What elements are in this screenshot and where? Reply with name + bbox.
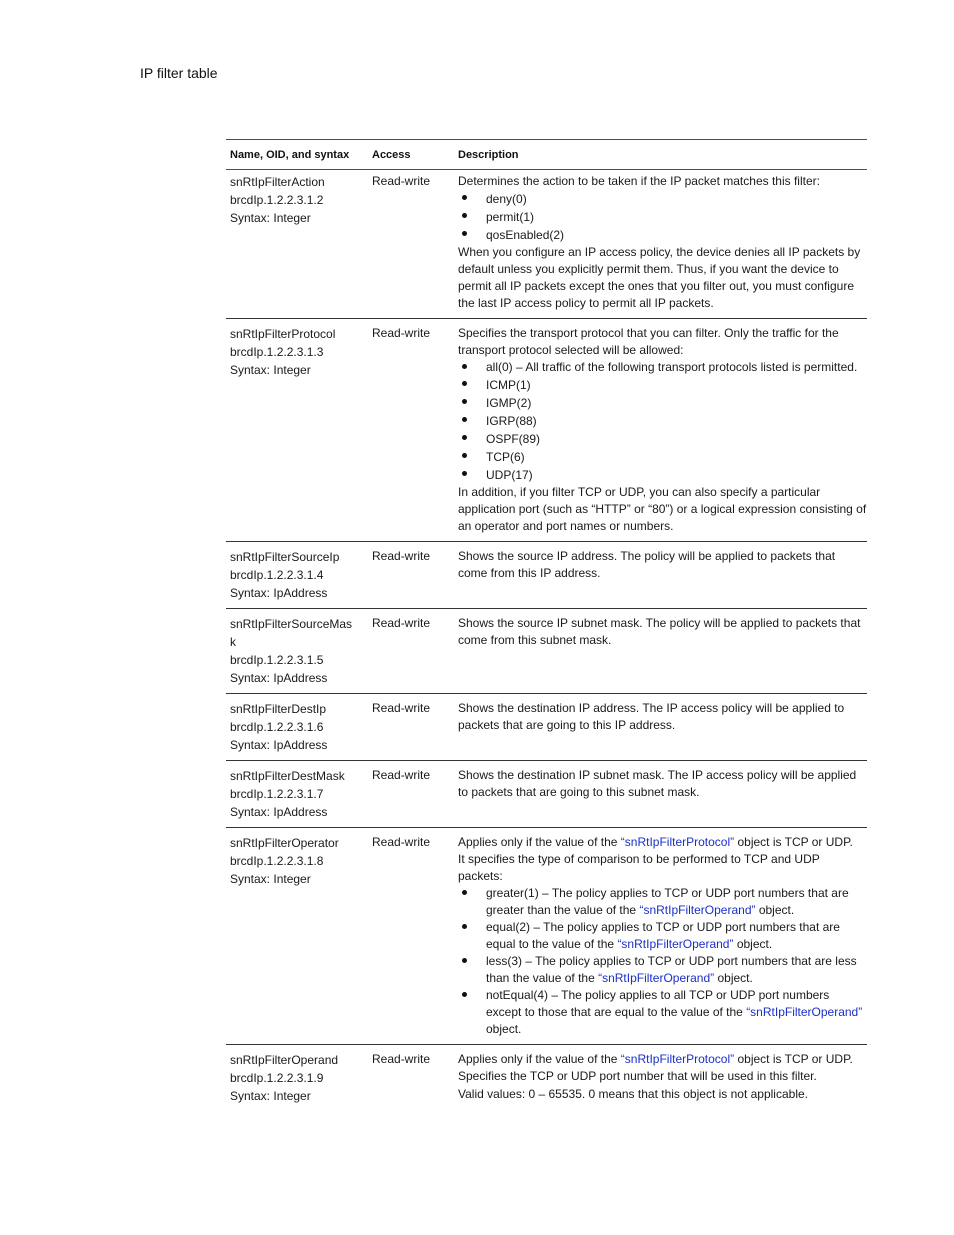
text-run: equal(2) – The policy applies to TCP or UDP port numbers that are equal to the value of the [486,920,840,951]
description-cell [458,546,867,608]
description-cell [458,765,867,827]
object-name: snRtIpFilterDestMask [230,769,345,783]
list-item: qosEnabled(2) [458,226,867,244]
object-name-wrap: k [230,635,236,649]
object-name: snRtIpFilterSourceMas [230,617,353,631]
description-text: Valid values: 0 – 65535. 0 means that this object is not applicable. [458,1087,808,1101]
description-cell [458,613,867,693]
object-name: snRtIpFilterProtocol [230,327,336,341]
table-row [226,541,867,608]
page-header: IP filter table [140,65,218,81]
list-item: UDP(17) [458,466,867,484]
list-item: deny(0) [458,190,867,208]
object-syntax: Syntax: IpAddress [230,671,328,685]
access-cell: Read-write [372,326,431,340]
access-cell: Read-write [372,701,431,715]
list-item: ICMP(1) [458,376,867,394]
object-link[interactable]: “snRtIpFilterOperand” [598,971,715,985]
object-syntax: Syntax: Integer [230,363,311,377]
table-row [226,318,867,541]
name-cell [226,832,372,1044]
text-run: object is TCP or UDP. [734,1052,853,1066]
description-text: Shows the destination IP address. The IP access policy will be applied to packets that are going to this IP address. [458,701,845,732]
object-name: snRtIpFilterDestIp [230,702,327,716]
object-oid: brcdIp.1.2.2.3.1.9 [230,1071,324,1085]
object-oid: brcdIp.1.2.2.3.1.4 [230,568,324,582]
access-cell: Read-write [372,835,431,849]
table-row [226,693,867,760]
object-syntax: Syntax: Integer [230,1089,311,1103]
object-name: snRtIpFilterAction [230,175,325,189]
header-description: Description [458,148,519,161]
list-item: OSPF(89) [458,430,867,448]
object-link[interactable]: “snRtIpFilterOperand” [639,903,756,917]
text-run: less(3) – The policy applies to TCP or UDP port numbers that are less than the value of the [486,954,857,985]
table-header-row [226,140,867,169]
object-oid: brcdIp.1.2.2.3.1.3 [230,345,324,359]
list-item [458,885,867,919]
description-text: Shows the source IP subnet mask. The policy will be applied to packets that come from this subnet mask. [458,616,861,647]
description-text: Shows the destination IP subnet mask. The IP access policy will be applied to packets that are going to this subnet mask. [458,768,857,799]
object-link[interactable]: “snRtIpFilterOperand” [617,937,734,951]
access-cell: Read-write [372,616,431,630]
object-oid: brcdIp.1.2.2.3.1.7 [230,787,324,801]
object-link[interactable]: “snRtIpFilterOperand” [746,1005,863,1019]
object-link[interactable]: “snRtIpFilterProtocol” [620,1052,735,1066]
object-syntax: Syntax: Integer [230,211,311,225]
description-cell [458,171,867,318]
description-text: It specifies the type of comparison to be performed to TCP and UDP packets: [458,852,820,883]
list-item [458,953,867,987]
description-text: Specifies the TCP or UDP port number that will be used in this filter. [458,1069,817,1083]
ip-filter-table [226,139,867,1111]
object-syntax: Syntax: IpAddress [230,586,328,600]
description-cell [458,1049,867,1111]
list-item: IGRP(88) [458,412,867,430]
object-oid: brcdIp.1.2.2.3.1.5 [230,653,324,667]
description-text: Specifies the transport protocol that you can filter. Only the traffic for the transport protocol selected will be allowed: [458,326,839,357]
description-text: When you configure an IP access policy, the device denies all IP packets by default unless you explicitly permit them. Thus, if you want the device to permit all IP packets except the ones that you filter out, you must configure the last IP access policy to permit all IP packets. [458,245,861,310]
object-syntax: Syntax: IpAddress [230,805,328,819]
list-item [458,987,867,1038]
text-run: object. [714,971,753,985]
table-row [226,827,867,1044]
bullet-list [458,359,867,484]
text-run: object. [733,937,773,951]
description-text: Determines the action to be taken if the IP packet matches this filter: [458,174,820,188]
name-cell [226,171,372,318]
bullet-list [458,190,867,244]
object-name: snRtIpFilterOperand [230,1053,339,1067]
object-oid: brcdIp.1.2.2.3.1.8 [230,854,324,868]
description-text [458,834,867,851]
object-link[interactable]: “snRtIpFilterProtocol” [620,835,735,849]
object-name: snRtIpFilterOperator [230,836,339,850]
description-cell [458,323,867,541]
list-item: all(0) – All traffic of the following transport protocols listed is permitted. [458,359,867,376]
text-run: Applies only if the value of the [458,835,621,849]
description-text: In addition, if you filter TCP or UDP, you can also specify a particular application port (such as “HTTP” or “80”) or a logical expression consisting of an operator and port names or numbers. [458,485,867,533]
object-oid: brcdIp.1.2.2.3.1.6 [230,720,324,734]
list-item: permit(1) [458,208,867,226]
description-cell [458,832,867,1044]
text-run: object. [486,1022,522,1036]
access-cell: Read-write [372,768,431,782]
access-cell: Read-write [372,549,431,563]
name-cell [226,1049,372,1111]
list-item: TCP(6) [458,448,867,466]
table-row [226,608,867,693]
object-oid: brcdIp.1.2.2.3.1.2 [230,193,324,207]
access-cell: Read-write [372,174,431,188]
name-cell [226,765,372,827]
description-text [458,1051,867,1068]
header-name: Name, OID, and syntax [230,148,350,161]
object-syntax: Syntax: IpAddress [230,738,328,752]
text-run: greater(1) – The policy applies to TCP or UDP port numbers that are greater than the value of the [486,886,849,917]
text-run: Applies only if the value of the [458,1052,621,1066]
name-cell [226,613,372,693]
list-item [458,919,867,953]
table-row [226,760,867,827]
name-cell [226,546,372,608]
access-cell: Read-write [372,1052,431,1066]
text-run: notEqual(4) – The policy applies to all TCP or UDP port numbers except to those that are equal to the value of the [486,988,830,1019]
name-cell [226,698,372,760]
description-text: Shows the source IP address. The policy will be applied to packets that come from this IP address. [458,549,836,580]
list-item: IGMP(2) [458,394,867,412]
table-row [226,170,867,318]
name-cell [226,323,372,541]
object-name: snRtIpFilterSourceIp [230,550,340,564]
description-cell [458,698,867,760]
table-row [226,1044,867,1111]
object-syntax: Syntax: Integer [230,872,311,886]
header-access: Access [372,148,411,161]
text-run: object. [755,903,795,917]
bullet-list [458,885,867,1038]
text-run: object is TCP or UDP. [734,835,853,849]
